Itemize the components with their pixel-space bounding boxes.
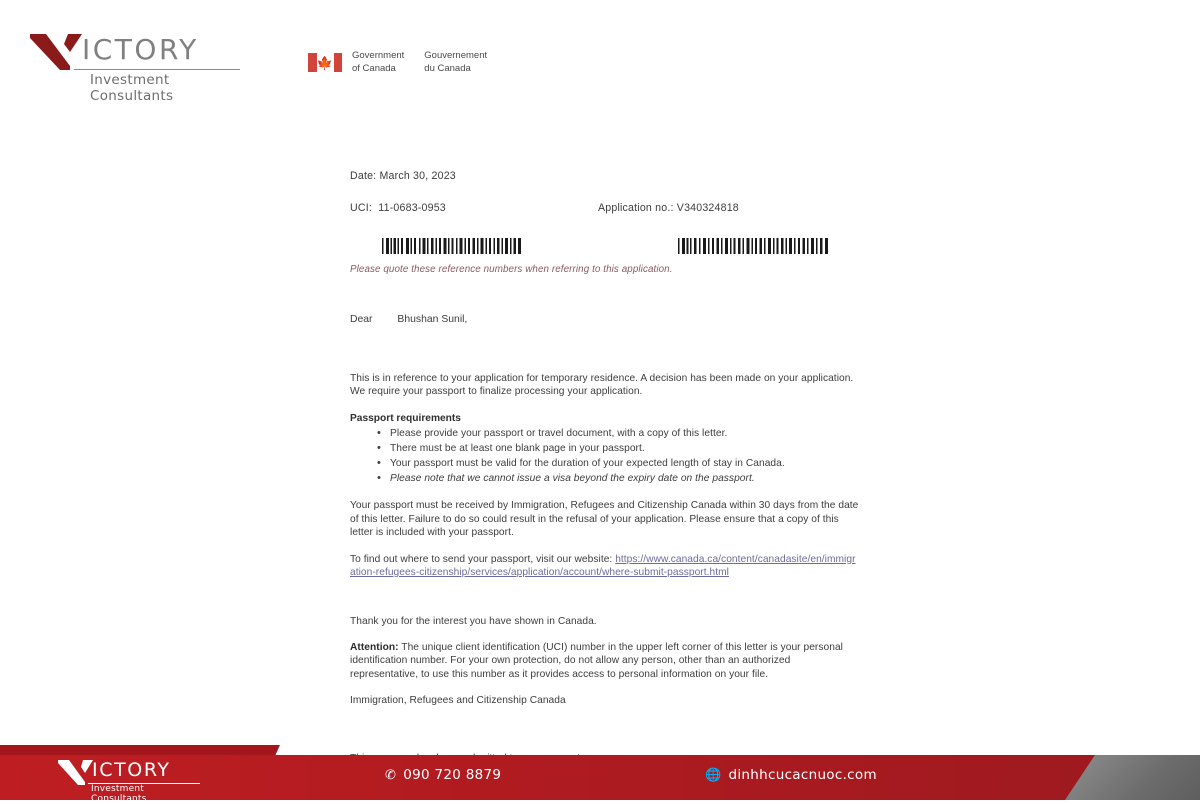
thank-you-paragraph: Thank you for the interest you have shown in Canada. [350, 615, 597, 627]
phone-icon: ✆ [385, 767, 397, 783]
application-label: Application no.: [598, 201, 674, 214]
victory-tagline-footer: Investment Consultants [91, 784, 147, 804]
barcode-row [350, 238, 860, 256]
application-value: V340324818 [676, 201, 739, 214]
date-label: Date: [350, 170, 377, 182]
uci-value: 11-0683-0953 [378, 201, 446, 214]
where-to-send-paragraph [350, 553, 860, 580]
logo-divider [74, 69, 240, 70]
attention-text: The unique client identification (UCI) number in the upper left corner of this letter is your personal identification number. For your own protection, do not allow any person, other than an authorized representative, to use this number as it provides access to personal information on your file. [350, 641, 843, 680]
footer-website[interactable] [705, 767, 877, 783]
wordmark-french-line1: Gouvernement [424, 50, 488, 61]
date-value: March 30, 2023 [379, 170, 456, 182]
recipient-name: Bhushan Sunil, [397, 313, 468, 325]
quote-reference-note: Please quote these reference numbers when referring to this application. [350, 263, 673, 275]
list-item: • Please note that we cannot issue a visa beyond the expiry date on the passport. [390, 472, 860, 485]
intro-paragraph: This is in reference to your application for temporary residence. A decision has been made on your application. We require your passport to finalize processing your application. [350, 372, 854, 398]
flag-band-right [334, 53, 343, 72]
footer-phone[interactable] [385, 767, 501, 783]
application-barcode [678, 238, 830, 254]
signoff: Immigration, Refugees and Citizenship Canada [350, 695, 566, 707]
spacer [350, 593, 860, 615]
attention-label: Attention: [350, 641, 399, 653]
passport-requirements-title: Passport requirements [350, 412, 461, 424]
victory-tagline: Investment Consultants [90, 72, 174, 104]
maple-leaf-icon: 🍁 [316, 55, 334, 71]
logo-row [30, 30, 240, 72]
victory-logo-footer [58, 757, 198, 804]
canada-flag-icon [308, 53, 342, 72]
reference-numbers-row [350, 202, 860, 216]
page-footer [0, 745, 1200, 804]
wordmark-english-line1: Government [352, 50, 405, 61]
victory-wordmark: ICTORY [82, 33, 199, 66]
victory-wordmark-footer: ICTORY [92, 759, 171, 781]
letter-body [350, 170, 860, 765]
canada-passport-link[interactable]: https://www.canada.ca/content/canadasite/en/immigration-refugees-citizenship/services/application/account/where-submit-passport.html [350, 553, 856, 579]
letter-date [350, 170, 860, 184]
deadline-paragraph: Your passport must be received by Immigration, Refugees and Citizenship Canada within 30 days from the date of this letter. Failure to do so could result in the refusal of your application. Please ensure that a copy of this letter is included with your passport. [350, 500, 859, 539]
wordmark-labels [352, 50, 487, 75]
wordmark-english [352, 50, 404, 75]
salutation-label: Dear [350, 313, 373, 325]
salutation [350, 313, 860, 327]
where-to-send-prefix: To find out where to send your passport, visit our website: [350, 553, 616, 565]
government-of-canada-wordmark [308, 50, 487, 75]
uci-label: UCI: [350, 201, 372, 214]
victory-logo-header [30, 30, 240, 104]
wordmark-english-line2: of Canada [352, 62, 396, 74]
uci-barcode [382, 238, 522, 254]
flag-band-left [308, 53, 317, 72]
wordmark-french [424, 50, 487, 75]
list-item: • Please provide your passport or travel document, with a copy of this letter. [390, 427, 860, 440]
globe-icon: 🌐 [705, 767, 722, 783]
website-url: dinhhcucacnuoc.com [728, 767, 877, 783]
uci-block [350, 202, 598, 216]
application-block [598, 202, 739, 216]
wordmark-french-line2: du Canada [424, 62, 471, 74]
attention-paragraph [350, 641, 860, 681]
list-item: • There must be at least one blank page in your passport. [390, 442, 860, 455]
list-item: • Your passport must be valid for the duration of your expected length of stay in Canada. [390, 457, 860, 470]
passport-requirements-list [350, 427, 860, 485]
phone-number: 090 720 8879 [403, 767, 502, 783]
